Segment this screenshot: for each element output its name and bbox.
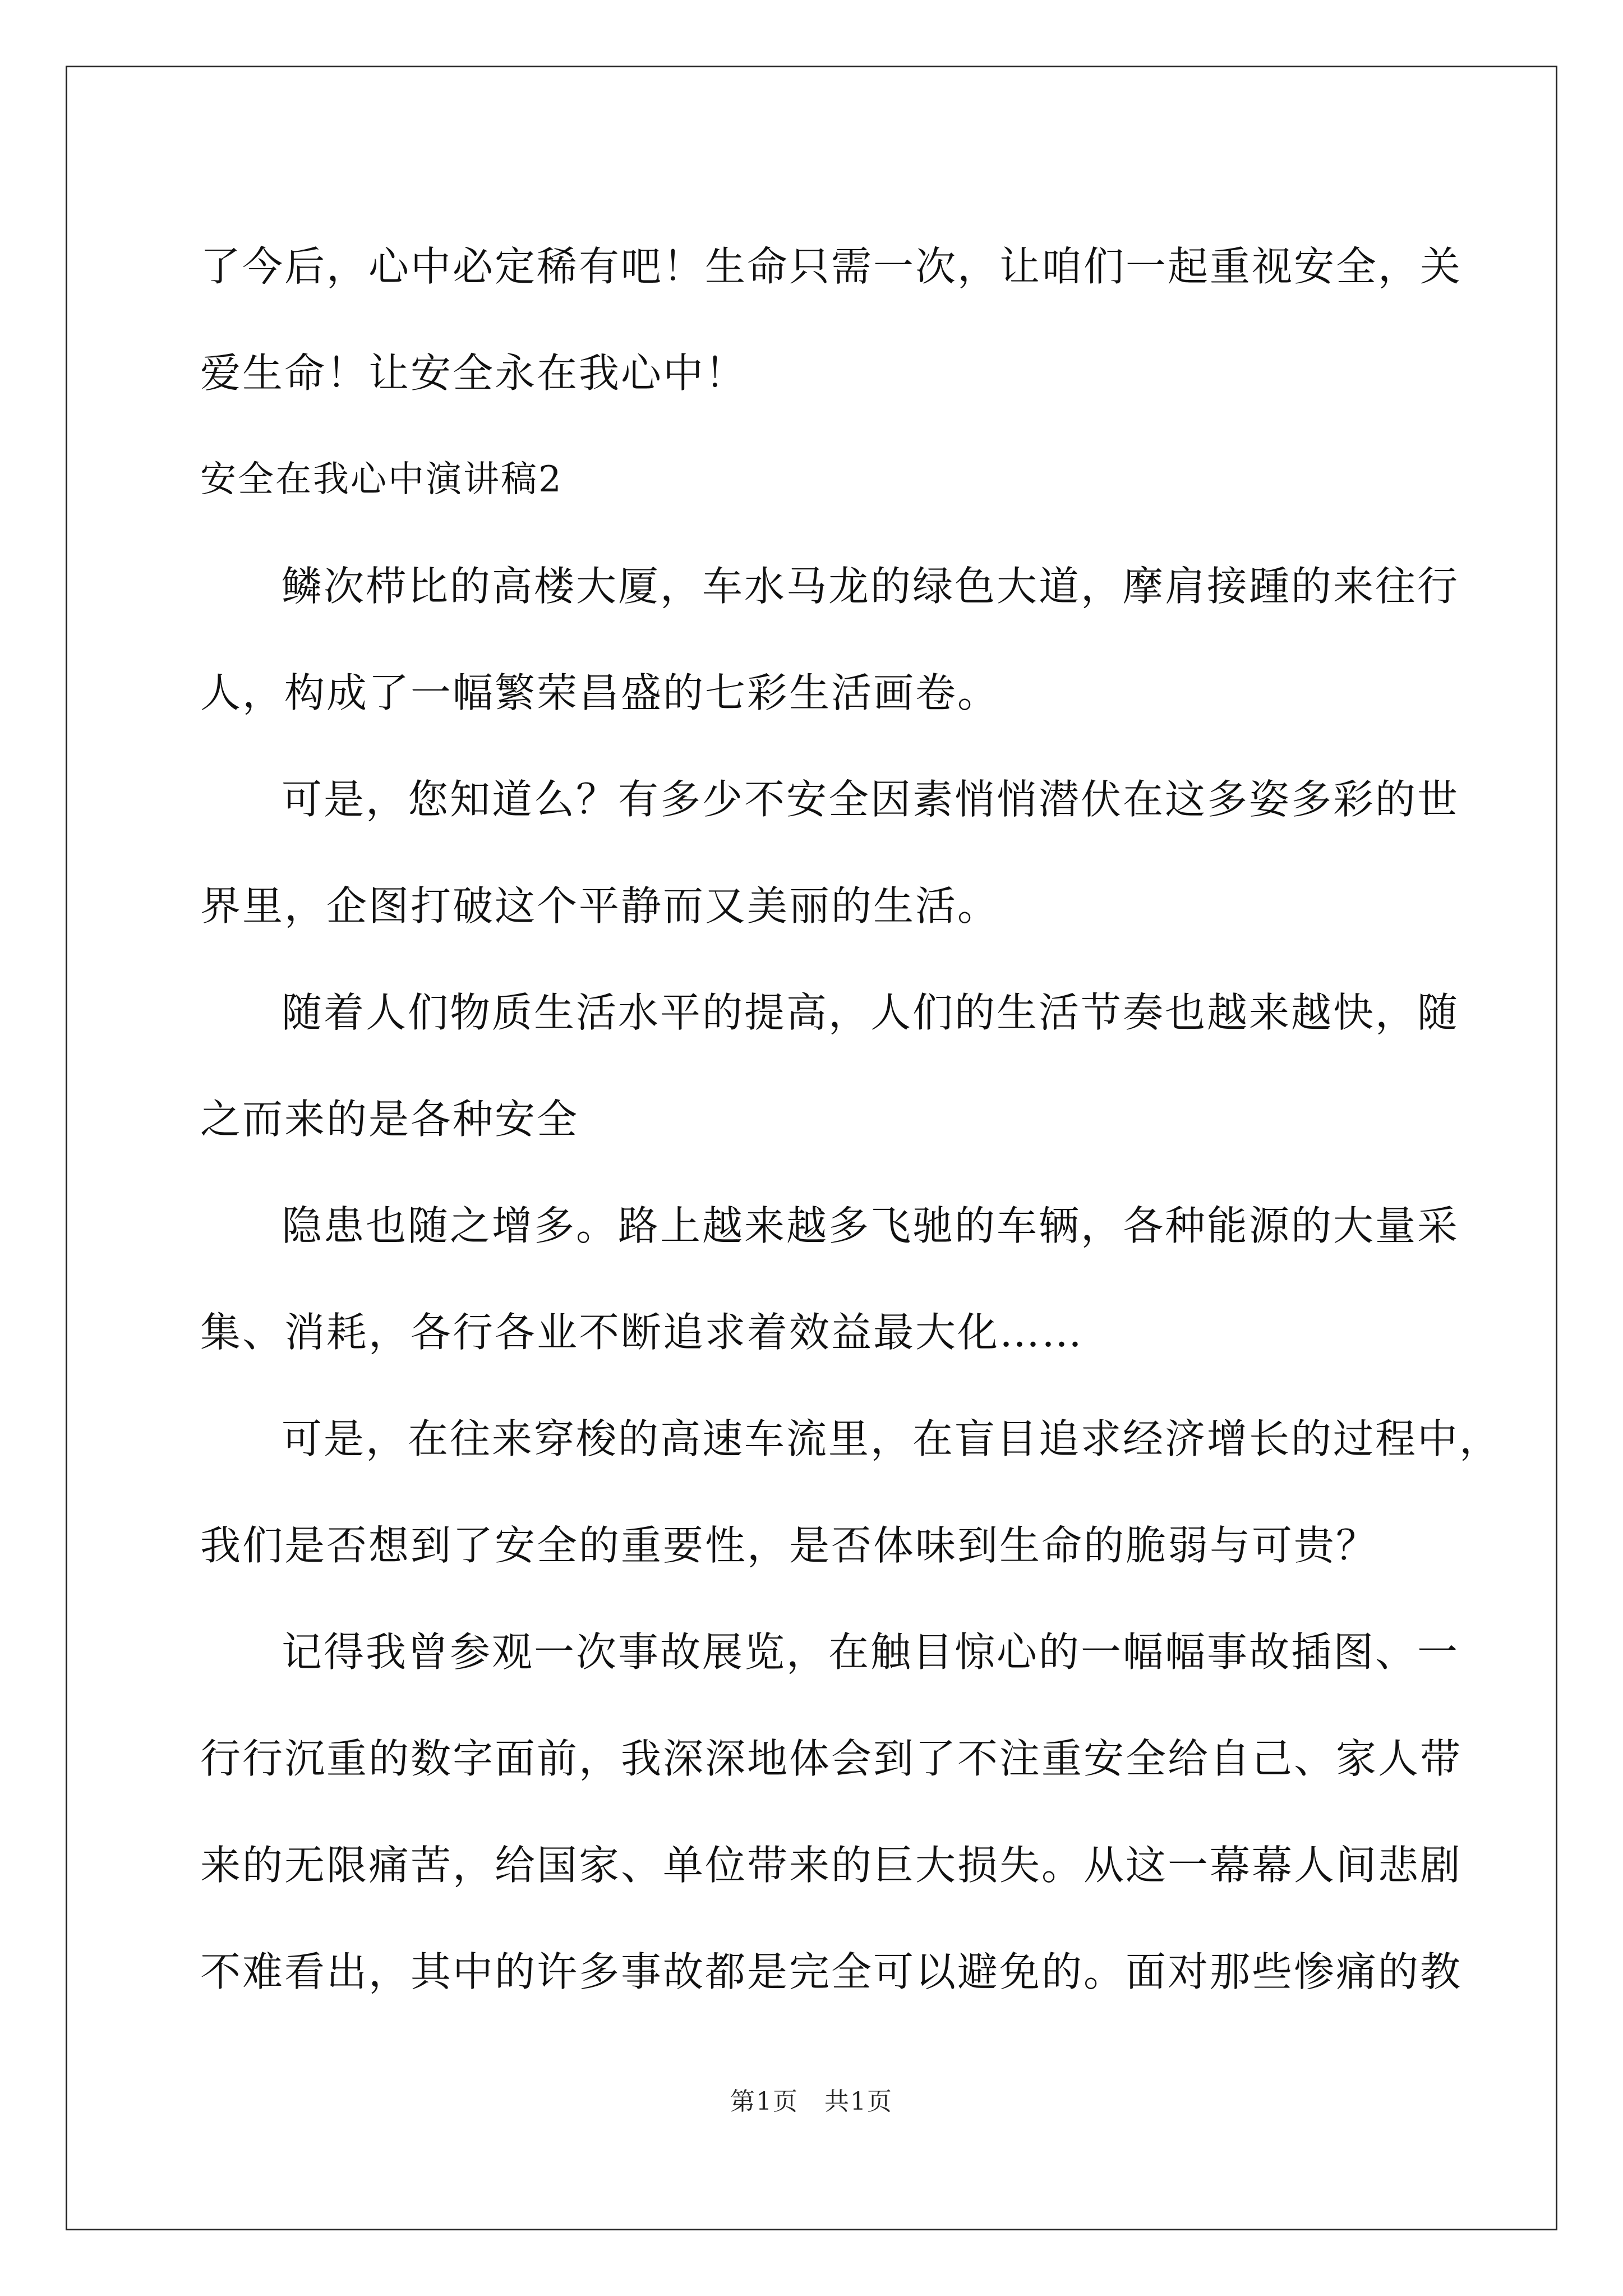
text-line: 鳞次栉比的高楼大厦，车水马龙的绿色大道，摩肩接踵的来往行 <box>282 563 1460 610</box>
text-line: 来的无限痛苦，给国家、单位带来的巨大损失。从这一幕幕人间悲剧 <box>200 1842 1463 1889</box>
text-line: 可是，您知道么？有多少不安全因素悄悄潜伏在这多姿多彩的世 <box>282 776 1460 823</box>
text-line: 记得我曾参观一次事故展览，在触目惊心的一幅幅事故插图、一 <box>282 1628 1460 1676</box>
text-line: 隐患也随之增多。路上越来越多飞驰的车辆，各种能源的大量采 <box>282 1202 1460 1249</box>
text-line: 了今后，心中必定稀有吧！生命只需一次，让咱们一起重视安全，关 <box>200 243 1463 290</box>
document-body <box>200 213 1502 2025</box>
text-line: 可是，在往来穿梭的高速车流里，在盲目追求经济增长的过程中， <box>282 1415 1502 1462</box>
text-line: 不难看出，其中的许多事故都是完全可以避免的。面对那些惨痛的教 <box>200 1948 1463 1995</box>
text-line: 集、消耗，各行各业不断追求着效益最大化…… <box>200 1309 1084 1356</box>
text-line: 之而来的是各种安全 <box>200 1096 579 1143</box>
section-heading: 安全在我心中演讲稿2 <box>200 459 563 500</box>
page-number-footer: 第1页 共1页 <box>730 2087 893 2116</box>
text-line: 界里，企图打破这个平静而又美丽的生活。 <box>200 882 1000 930</box>
text-line: 人，构成了一幅繁荣昌盛的七彩生活画卷。 <box>200 669 1000 716</box>
text-line: 爱生命！让安全永在我心中！ <box>200 349 748 397</box>
text-line: 随着人们物质生活水平的提高，人们的生活节奏也越来越快，随 <box>282 989 1460 1036</box>
text-line: 行行沉重的数字面前，我深深地体会到了不注重安全给自己、家人带 <box>200 1735 1463 1782</box>
text-line: 我们是否想到了安全的重要性，是否体味到生命的脆弱与可贵？ <box>200 1522 1378 1569</box>
